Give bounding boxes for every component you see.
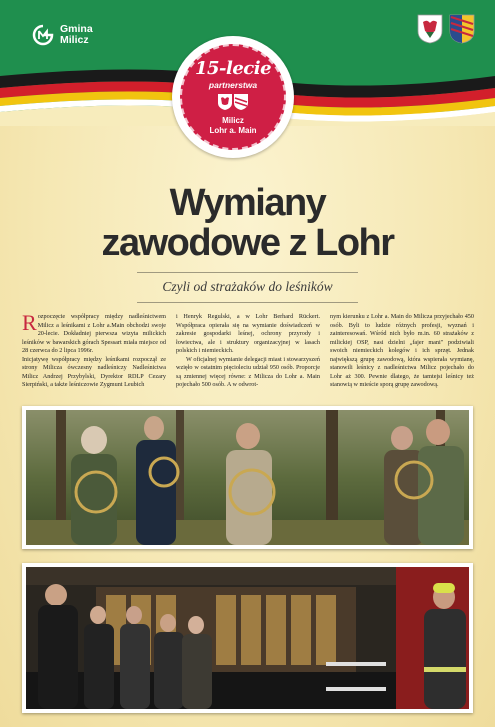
badge-title: 15-lecie [194,58,272,79]
photo-fire-station [22,563,473,713]
column-3 [330,313,474,390]
col1-para-1: ozpoczęcie współpracy między nadleśnictwem Milicz a leśnikami z Lohr a.Main obchodzi swoje 20-lecie. Dokładniej pierwsza wizyta milickich leśników w bawarskich górach Spessart miała miejsce od 28 czerwca do 2 lipca 1996r. [22,313,166,354]
logo-line1: Gmina [60,23,93,35]
top-rule [137,272,358,273]
anniversary-badge [172,36,294,158]
article-body [22,310,474,390]
column-1 [22,310,166,390]
col2-para-2: W oficjalnej wymianie delegacji miast i stowarzyszeń wzięło w ostatnim pięcioleciu udział 950 osób. Proporcje są zmiennej więcej równe: z Milicza do Lohr a. Main pojechało 500 osób. A w odwrot- [176,355,320,388]
article-title [0,183,495,263]
col1-para-2: Inicjatywę współpracy między leśnikami rozpoczął ze strony Milicza ówczesny nadleśniczy Nadleśnictwa Milicz Andrzej Przybylski, Dyrektor RDLP Cezary Sierpiński, a także leśniczowie Zygmunt Leubich [22,355,166,388]
horn-players-image [26,410,469,545]
col3-para-1: nym kierunku z Lohr a. Main do Milicza przyjechało 450 osób. Byli to ludzie różnych profesji, wyznań i zainteresowań. Wśród nich było m.in. 60 strażaków z milickiej OSP, nasi dzielni „fajer mani" podziwiali swoich niemieckich kolegów i ich sprzęt. Jednak największą grupę zawodową, która wspierała wymianę, stanowili leśnicy z nadleśnictwa Milicz pojechało do Lohr aż 300. Pewnie dlatego, że tamtejsi leśnicy też stanowią w mieście sporą grupę zawodową. [330,313,474,388]
badge-lohr-shield-icon [234,94,248,110]
milicz-crest-icon [417,14,443,44]
gmina-milicz-logo [30,24,93,46]
logo-line2: Milicz [60,34,89,46]
badge-milicz-shield-icon [218,94,232,110]
badge-subtitle: partnerstwa [208,80,258,90]
lohr-crest-icon [449,14,475,44]
article-subtitle: Czyli od strażaków do leśników [162,279,333,294]
badge-city-lohr: Lohr a. Main [209,126,257,135]
badge-city-milicz: Milicz [222,116,244,125]
photo-horn-players [22,406,473,549]
fire-station-image [26,567,469,709]
title-line-2: zawodowe z Lohr [101,222,394,264]
bottom-rule [137,302,358,303]
title-line-1: Wymiany [169,182,326,224]
coats-of-arms [417,14,475,44]
column-2 [176,313,320,390]
drop-cap: R [22,310,37,335]
col2-para-1: i Henryk Regulski, a w Lohr Berhard Rückert. Współpraca opierała się na wymianie doświadczeń w zakresie gospodarki leśnej, ochrony przyrody i łowiectwa, ale i struktury organizacyjnej w lasach polskich i niemieckich. [176,313,320,354]
logo-mark-icon [30,24,56,46]
